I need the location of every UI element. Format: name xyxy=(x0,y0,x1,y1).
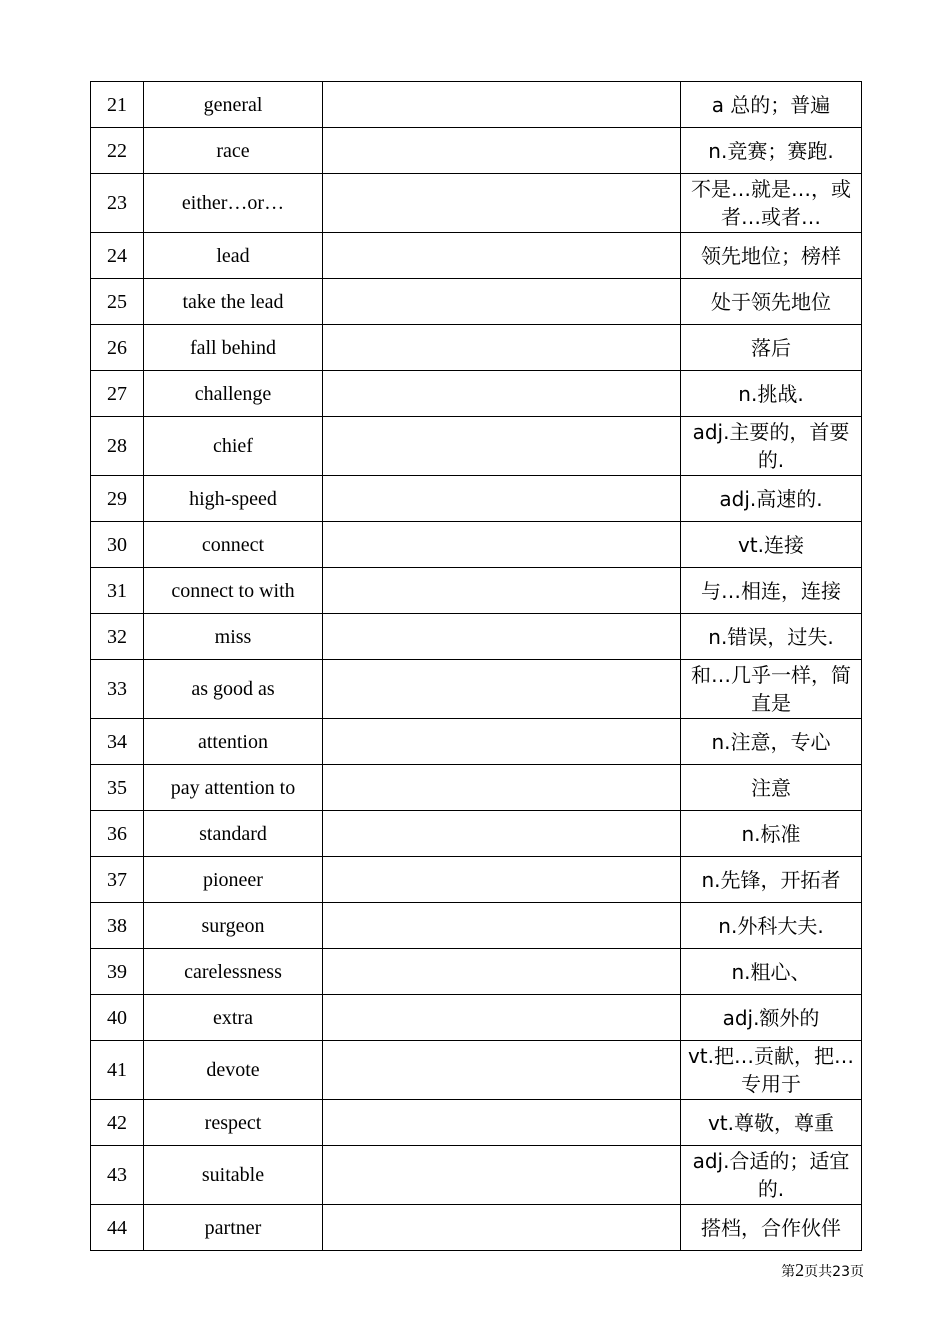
chinese-meaning: 搭档，合作伙伴 xyxy=(681,1205,862,1251)
table-row xyxy=(91,1205,862,1251)
answer-blank-cell[interactable] xyxy=(323,568,681,614)
table-row xyxy=(91,660,862,719)
english-word: suitable xyxy=(144,1146,323,1205)
table-row xyxy=(91,1100,862,1146)
table-row xyxy=(91,371,862,417)
english-word: high-speed xyxy=(144,476,323,522)
row-number: 35 xyxy=(91,765,144,811)
answer-blank-cell[interactable] xyxy=(323,174,681,233)
answer-blank-cell[interactable] xyxy=(323,325,681,371)
chinese-meaning: n.外科大夫. xyxy=(681,903,862,949)
table-row xyxy=(91,82,862,128)
answer-blank-cell[interactable] xyxy=(323,811,681,857)
answer-blank-cell[interactable] xyxy=(323,417,681,476)
footer-middle: 页共 xyxy=(804,1264,833,1280)
table-row xyxy=(91,233,862,279)
row-number: 26 xyxy=(91,325,144,371)
row-number: 40 xyxy=(91,995,144,1041)
table-row xyxy=(91,903,862,949)
english-word: pioneer xyxy=(144,857,323,903)
vocabulary-table xyxy=(90,81,862,1251)
total-pages: 23 xyxy=(832,1264,850,1280)
chinese-meaning: n.错误，过失. xyxy=(681,614,862,660)
row-number: 43 xyxy=(91,1146,144,1205)
table-row xyxy=(91,174,862,233)
answer-blank-cell[interactable] xyxy=(323,995,681,1041)
table-row xyxy=(91,1146,862,1205)
chinese-meaning: n.竞赛；赛跑. xyxy=(681,128,862,174)
chinese-meaning: 注意 xyxy=(681,765,862,811)
answer-blank-cell[interactable] xyxy=(323,279,681,325)
answer-blank-cell[interactable] xyxy=(323,82,681,128)
row-number: 38 xyxy=(91,903,144,949)
answer-blank-cell[interactable] xyxy=(323,1146,681,1205)
chinese-meaning: adj.主要的，首要的. xyxy=(681,417,862,476)
table-row xyxy=(91,568,862,614)
chinese-meaning: n.先锋，开拓者 xyxy=(681,857,862,903)
english-word: surgeon xyxy=(144,903,323,949)
answer-blank-cell[interactable] xyxy=(323,857,681,903)
english-word: pay attention to xyxy=(144,765,323,811)
answer-blank-cell[interactable] xyxy=(323,719,681,765)
chinese-meaning: n.粗心、 xyxy=(681,949,862,995)
row-number: 23 xyxy=(91,174,144,233)
row-number: 25 xyxy=(91,279,144,325)
answer-blank-cell[interactable] xyxy=(323,765,681,811)
table-row xyxy=(91,279,862,325)
answer-blank-cell[interactable] xyxy=(323,522,681,568)
row-number: 42 xyxy=(91,1100,144,1146)
chinese-meaning: a 总的；普遍 xyxy=(681,82,862,128)
english-word: carelessness xyxy=(144,949,323,995)
english-word: challenge xyxy=(144,371,323,417)
chinese-meaning: 落后 xyxy=(681,325,862,371)
table-row xyxy=(91,811,862,857)
row-number: 21 xyxy=(91,82,144,128)
row-number: 34 xyxy=(91,719,144,765)
english-word: respect xyxy=(144,1100,323,1146)
answer-blank-cell[interactable] xyxy=(323,614,681,660)
row-number: 22 xyxy=(91,128,144,174)
chinese-meaning: 领先地位；榜样 xyxy=(681,233,862,279)
english-word: take the lead xyxy=(144,279,323,325)
answer-blank-cell[interactable] xyxy=(323,476,681,522)
row-number: 30 xyxy=(91,522,144,568)
chinese-meaning: adj.合适的；适宜的. xyxy=(681,1146,862,1205)
english-word: extra xyxy=(144,995,323,1041)
english-word: devote xyxy=(144,1041,323,1100)
english-word: attention xyxy=(144,719,323,765)
english-word: race xyxy=(144,128,323,174)
answer-blank-cell[interactable] xyxy=(323,371,681,417)
chinese-meaning: vt.尊敬，尊重 xyxy=(681,1100,862,1146)
english-word: connect to with xyxy=(144,568,323,614)
table-row xyxy=(91,522,862,568)
answer-blank-cell[interactable] xyxy=(323,1041,681,1100)
row-number: 29 xyxy=(91,476,144,522)
answer-blank-cell[interactable] xyxy=(323,903,681,949)
english-word: lead xyxy=(144,233,323,279)
row-number: 27 xyxy=(91,371,144,417)
chinese-meaning: adj.额外的 xyxy=(681,995,862,1041)
table-row xyxy=(91,128,862,174)
row-number: 32 xyxy=(91,614,144,660)
english-word: chief xyxy=(144,417,323,476)
answer-blank-cell[interactable] xyxy=(323,1100,681,1146)
table-row xyxy=(91,1041,862,1100)
answer-blank-cell[interactable] xyxy=(323,660,681,719)
page-footer xyxy=(781,1260,864,1281)
english-word: as good as xyxy=(144,660,323,719)
table-row xyxy=(91,325,862,371)
row-number: 31 xyxy=(91,568,144,614)
footer-suffix: 页 xyxy=(850,1264,864,1280)
english-word: miss xyxy=(144,614,323,660)
chinese-meaning: 不是…就是…，或者…或者… xyxy=(681,174,862,233)
footer-prefix: 第 xyxy=(781,1264,796,1280)
table-row xyxy=(91,476,862,522)
english-word: partner xyxy=(144,1205,323,1251)
current-page-number: 2 xyxy=(795,1260,805,1280)
row-number: 36 xyxy=(91,811,144,857)
table-row xyxy=(91,857,862,903)
chinese-meaning: adj.高速的. xyxy=(681,476,862,522)
answer-blank-cell[interactable] xyxy=(323,233,681,279)
english-word: general xyxy=(144,82,323,128)
chinese-meaning: 与…相连，连接 xyxy=(681,568,862,614)
table-row xyxy=(91,417,862,476)
answer-blank-cell[interactable] xyxy=(323,949,681,995)
chinese-meaning: n.标准 xyxy=(681,811,862,857)
row-number: 28 xyxy=(91,417,144,476)
table-row xyxy=(91,614,862,660)
chinese-meaning: vt.把…贡献，把…专用于 xyxy=(681,1041,862,1100)
english-word: standard xyxy=(144,811,323,857)
row-number: 37 xyxy=(91,857,144,903)
table-row xyxy=(91,995,862,1041)
answer-blank-cell[interactable] xyxy=(323,1205,681,1251)
chinese-meaning: vt.连接 xyxy=(681,522,862,568)
english-word: fall behind xyxy=(144,325,323,371)
answer-blank-cell[interactable] xyxy=(323,128,681,174)
table-row xyxy=(91,765,862,811)
chinese-meaning: n.挑战. xyxy=(681,371,862,417)
row-number: 33 xyxy=(91,660,144,719)
vocabulary-table-body xyxy=(91,82,862,1251)
table-row xyxy=(91,719,862,765)
chinese-meaning: n.注意，专心 xyxy=(681,719,862,765)
chinese-meaning: 处于领先地位 xyxy=(681,279,862,325)
english-word: either…or… xyxy=(144,174,323,233)
row-number: 39 xyxy=(91,949,144,995)
chinese-meaning: 和…几乎一样，简直是 xyxy=(681,660,862,719)
row-number: 44 xyxy=(91,1205,144,1251)
english-word: connect xyxy=(144,522,323,568)
row-number: 41 xyxy=(91,1041,144,1100)
row-number: 24 xyxy=(91,233,144,279)
table-row xyxy=(91,949,862,995)
